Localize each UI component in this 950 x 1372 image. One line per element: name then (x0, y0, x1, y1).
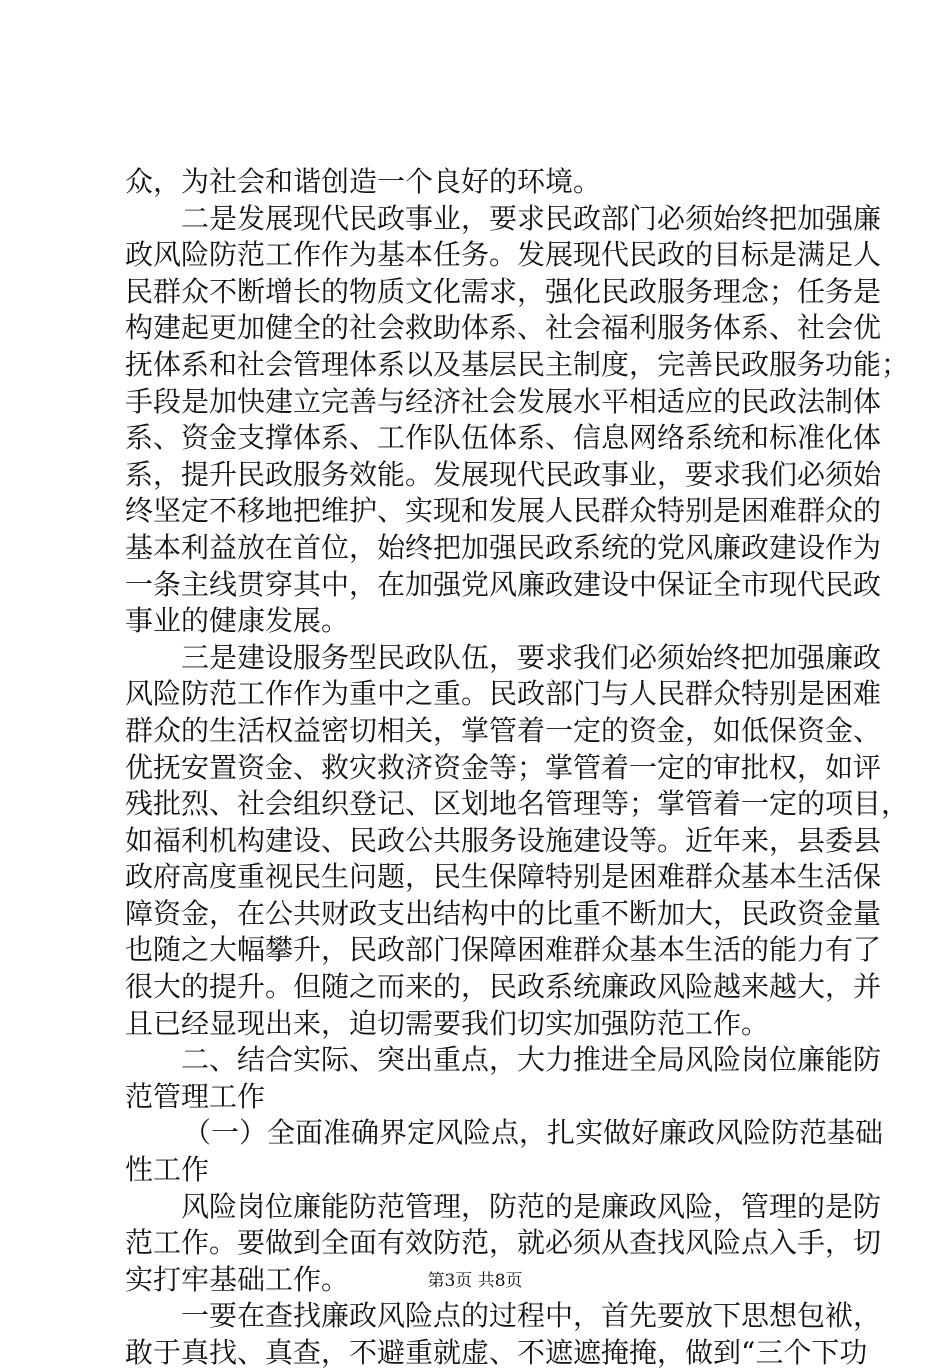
text-line: 障资金，在公共财政支出结构中的比重不断加大，民政资金量 (125, 896, 882, 930)
text-line: 范工作。要做到全面有效防范，就必须从查找风险点入手，切 (125, 1226, 882, 1260)
text-line: 很大的提升。但随之而来的，民政系统廉政风险越来越大，并 (125, 970, 882, 1004)
text-line: 政风险防范工作作为基本任务。发展现代民政的目标是满足人 (125, 238, 882, 272)
text-line: 敢于真找、真查，不避重就虚、不遮遮掩掩，做到“三个下功 (125, 1336, 868, 1369)
text-line: 民群众不断增长的物质文化需求，强化民政服务理念；任务是 (125, 274, 882, 308)
text-line: 基本利益放在首位，始终把加强民政系统的党风廉政建设作为 (125, 530, 882, 564)
subsection-heading-line: （一）全面准确界定风险点，扎实做好廉政风险防范基础 (183, 1116, 884, 1150)
subsection-heading-line: 性工作 (125, 1153, 210, 1187)
text-line: 群众的生活权益密切相关，掌管着一定的资金，如低保资金、 (125, 713, 882, 747)
text-line: 优抚安置资金、救灾救济资金等；掌管着一定的审批权，如评 (125, 750, 882, 784)
text-line: 也随之大幅攀升，民政部门保障困难群众基本生活的能力有了 (125, 933, 882, 967)
text-line: 如福利机构建设、民政公共服务设施建设等。近年来，县委县 (125, 823, 882, 857)
section-heading-line: 二、结合实际、突出重点，大力推进全局风险岗位廉能防 (181, 1043, 882, 1077)
text-line: 一条主线贯穿其中，在加强党风廉政建设中保证全市现代民政 (125, 567, 882, 601)
text-line: 终坚定不移地把维护、实现和发展人民群众特别是困难群众的 (125, 494, 882, 528)
text-line: 抚体系和社会管理体系以及基层民主制度，完善民政服务功能； (125, 347, 910, 381)
document-body (125, 164, 910, 1372)
text-line: 风险岗位廉能防范管理，防范的是廉政风险，管理的是防 (181, 1189, 882, 1223)
text-line: 系，提升民政服务效能。发展现代民政事业，要求我们必须始 (125, 457, 882, 491)
text-line: 风险防范工作作为重中之重。民政部门与人民群众特别是困难 (125, 677, 882, 711)
text-line: 二是发展现代民政事业，要求民政部门必须始终把加强廉 (181, 201, 882, 235)
text-line: 政府高度重视民生问题，民生保障特别是困难群众基本生活保 (125, 860, 882, 894)
text-line: 且已经显现出来，迫切需要我们切实加强防范工作。 (125, 1006, 770, 1040)
text-line: 构建起更加健全的社会救助体系、社会福利服务体系、社会优 (125, 311, 882, 345)
text-line: 一要在查找廉政风险点的过程中，首先要放下思想包袱， (181, 1299, 882, 1333)
text-line: 残批烈、社会组织登记、区划地名管理等；掌管着一定的项目， (125, 787, 910, 821)
page-number-label: 第3页 共8页 (427, 1271, 523, 1291)
text-line: 三是建设服务型民政队伍，要求我们必须始终把加强廉政 (181, 640, 882, 674)
text-line: 手段是加快建立完善与经济社会发展水平相适应的民政法制体 (125, 384, 882, 418)
text-line: 实打牢基础工作。 (125, 1262, 350, 1296)
section-heading-line: 范管理工作 (125, 1079, 266, 1113)
text-line: 众，为社会和谐创造一个良好的环境。 (125, 165, 602, 198)
text-line: 系、资金支撑体系、工作队伍体系、信息网络系统和标准化体 (125, 421, 882, 455)
text-line: 事业的健康发展。 (125, 604, 350, 638)
page-footer (0, 1270, 950, 1292)
